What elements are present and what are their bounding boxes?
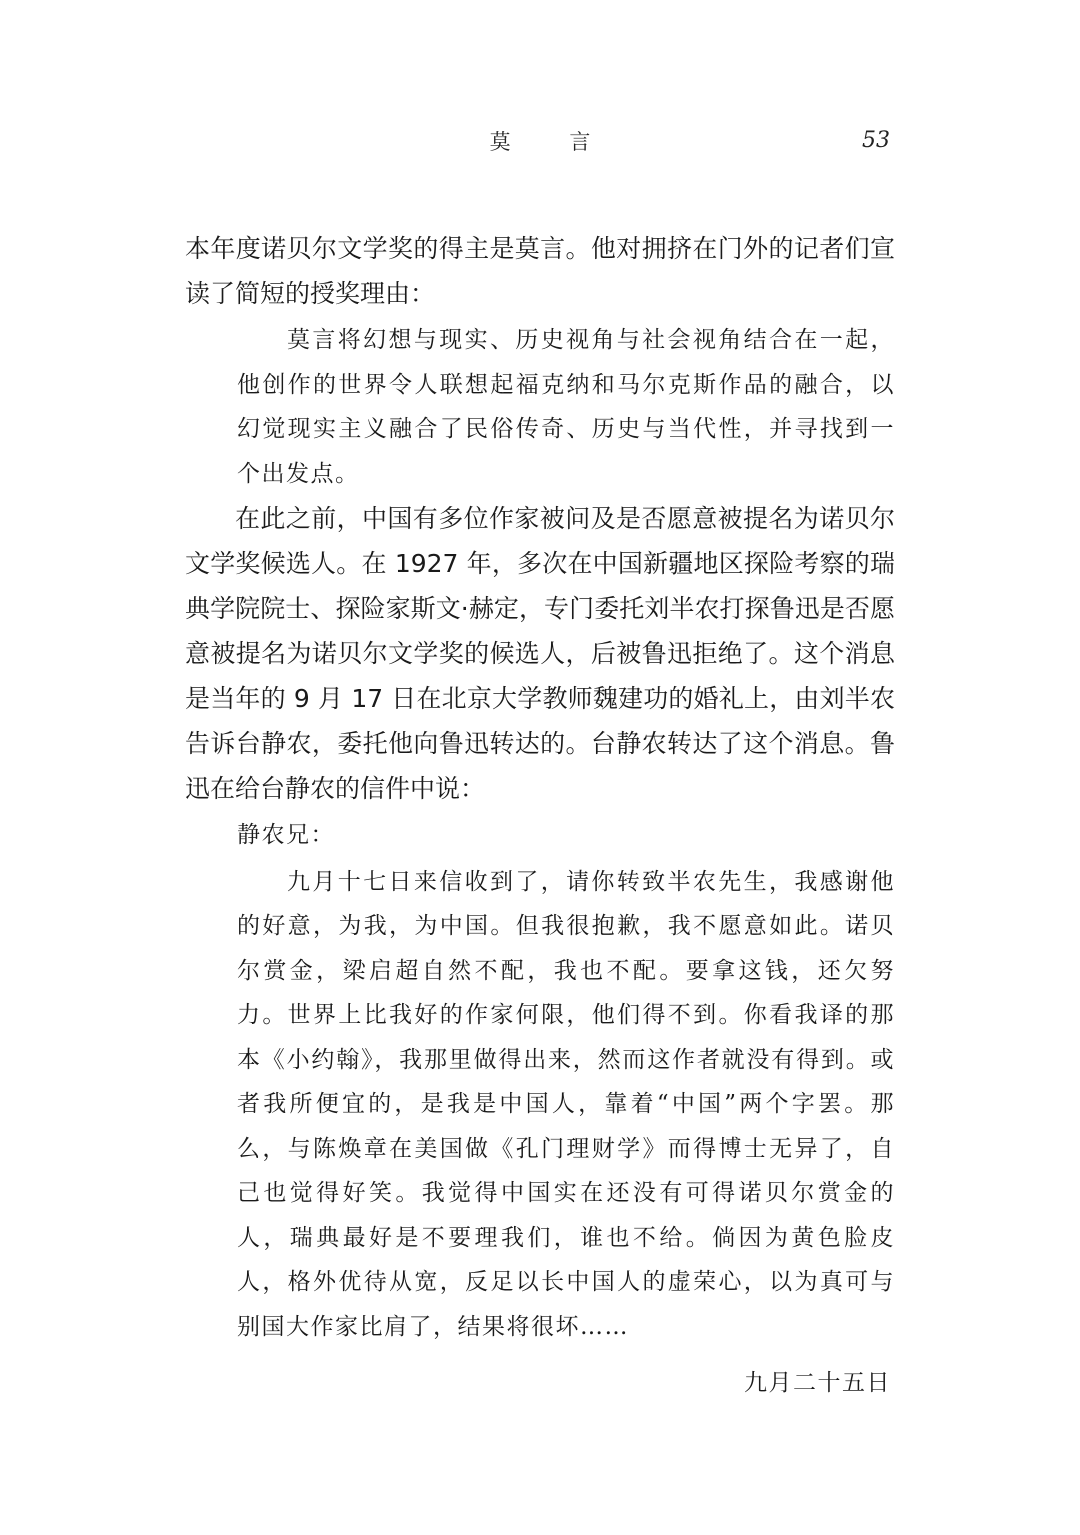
page-body (185, 226, 895, 1405)
running-title: 莫 言 (489, 130, 617, 154)
page-header (0, 118, 1080, 168)
page-number: 53 (862, 128, 890, 153)
letter-salutation: 静农兄： (237, 822, 335, 848)
letter-text: 九月十七日来信收到了，请你转致半农先生，我感谢他的好意，为我，为中国。但我很抱歉，我不愿意如此。诺贝尔赏金，梁启超自然不配，我也不配。要拿这钱，还欠努力。世界上比我好的作家何限，他们得不到。你看我译的那本《小约翰》，我那里做得出来，然而这作者就没有得到。或者我所便宜的，是我是中国人，靠着“中国”两个字罢。那么，与陈焕章在美国做《孔门理财学》而得博士无异了，自己也觉得好笑。我觉得中国实在还没有可得诺贝尔赏金的人，瑞典最好是不要理我们，谁也不给。倘因为黄色脸皮人，格外优待从宽，反足以长中国人的虚荣心，以为真可与别国大作家比肩了，结果将很坏…… (237, 868, 895, 1340)
letter-block (237, 860, 895, 1350)
letter-date: 九月二十五日 (744, 1370, 891, 1396)
body-paragraph-intro: 本年度诺贝尔文学奖的得主是莫言。他对拥挤在门外的记者们宣读了简短的授奖理由： (185, 234, 895, 308)
citation-block (237, 318, 895, 496)
nobel-citation: 莫言将幻想与现实、历史视角与社会视角结合在一起，他创作的世界令人联想起福克纳和马尔克斯作品的融合，以幻觉现实主义融合了民俗传奇、历史与当代性，并寻找到一个出发点。 (237, 327, 895, 487)
body-paragraph-history: 在此之前，中国有多位作家被问及是否愿意被提名为诺贝尔文学奖候选人。在 1927 年，多次在中国新疆地区探险考察的瑞典学院院士、探险家斯文·赫定，专门委托刘半农打探鲁迅是否愿意被提名为诺贝尔文学奖的候选人，后被鲁迅拒绝了。这个消息是当年的 9 月 17 日在北京大学教师魏建功的婚礼上，由刘半农告诉台静农，委托他向鲁迅转达的。台静农转达了这个消息。鲁迅在给台静农的信件中说： (185, 504, 895, 803)
